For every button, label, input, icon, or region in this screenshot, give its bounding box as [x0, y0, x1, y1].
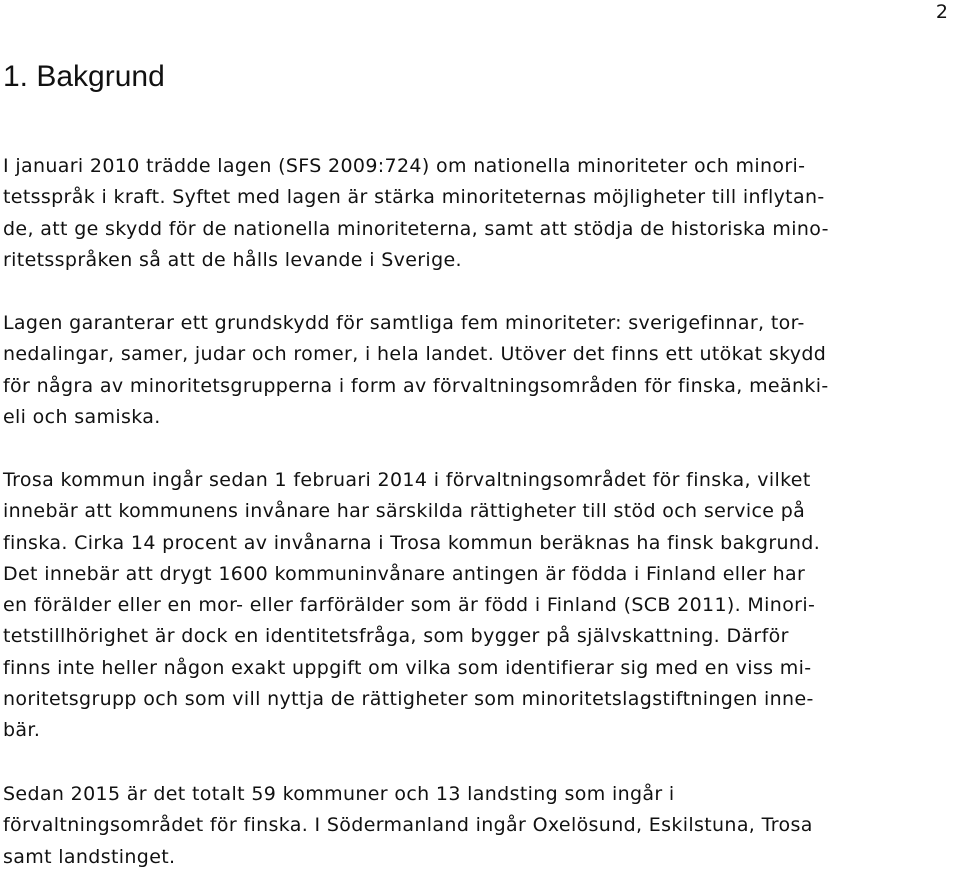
section-heading: 1. Bakgrund: [3, 60, 165, 93]
paragraph-line: ritetsspråken så att de hålls levande i Sverige.: [3, 248, 462, 271]
paragraph-line: innebär att kommunens invånare har särskilda rättigheter till stöd och service på: [3, 500, 806, 523]
paragraph-1: [3, 151, 958, 276]
paragraph-2: [3, 308, 958, 433]
paragraph-4: [3, 779, 958, 873]
paragraph-line: de, att ge skydd för de nationella minoriteterna, samt att stödja de historiska mino-: [3, 217, 829, 240]
paragraph-line: finska. Cirka 14 procent av invånarna i Trosa kommun beräknas ha finsk bakgrund.: [3, 531, 821, 554]
paragraph-3: [3, 465, 958, 747]
paragraph-line: tetstillhörighet är dock en identitetsfråga, som bygger på självskattning. Därför: [3, 625, 789, 648]
paragraph-line: finns inte heller någon exakt uppgift om vilka som identifierar sig med en viss mi-: [3, 656, 812, 679]
paragraph-line: en förälder eller en mor- eller farförälder som är född i Finland (SCB 2011). Minori-: [3, 594, 816, 617]
paragraph-line: bär.: [3, 719, 41, 742]
page-number: 2: [935, 1, 948, 23]
paragraph-line: eli och samiska.: [3, 405, 161, 428]
paragraph-line: nedalingar, samer, judar och romer, i hela landet. Utöver det finns ett utökat skydd: [3, 343, 827, 366]
paragraph-line: I januari 2010 trädde lagen (SFS 2009:724) om nationella minoriteter och minori-: [3, 155, 806, 177]
paragraph-line: förvaltningsområdet för finska. I Södermanland ingår Oxelösund, Eskilstuna, Trosa: [3, 814, 813, 837]
paragraph-line: för några av minoritetsgrupperna i form av förvaltningsområden för finska, meänki-: [3, 374, 829, 397]
paragraph-line: Lagen garanterar ett grundskydd för samtliga fem minoriteter: sverigefinnar, tor-: [3, 312, 805, 334]
paragraph-line: Trosa kommun ingår sedan 1 februari 2014 i förvaltningsområdet för finska, vilket: [3, 469, 811, 491]
paragraph-line: samt landstinget.: [3, 845, 176, 868]
paragraph-line: Sedan 2015 är det totalt 59 kommuner och 13 landsting som ingår i: [3, 783, 675, 805]
paragraph-line: Det innebär att drygt 1600 kommuninvånare antingen är födda i Finland eller har: [3, 562, 806, 585]
paragraph-line: noritetsgrupp och som vill nyttja de rättigheter som minoritetslagstiftningen inne-: [3, 688, 814, 711]
paragraph-line: tetsspråk i kraft. Syftet med lagen är stärka minoriteternas möjligheter till inflytan-: [3, 186, 825, 209]
